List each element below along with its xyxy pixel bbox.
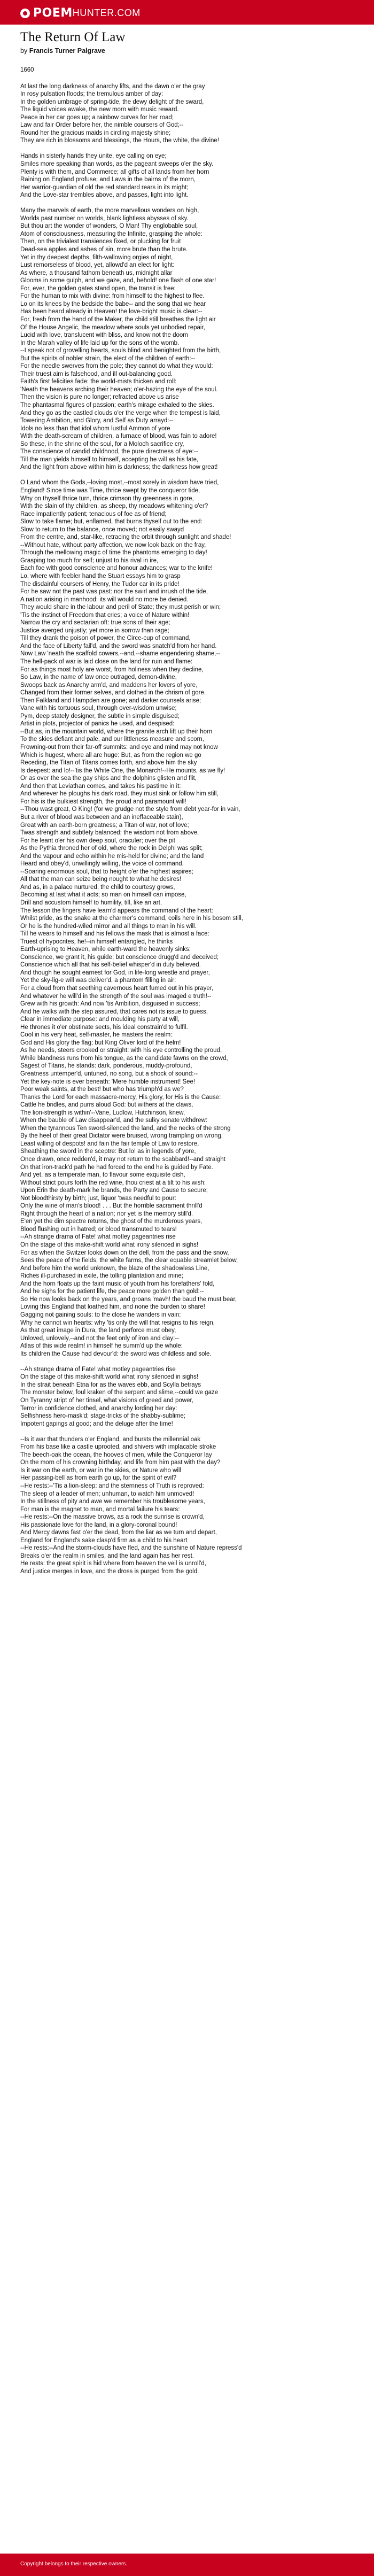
- stanza: [20, 479, 357, 1358]
- poem-line: --I speak not of grovelling hearts, souls blind and benighted from the birth,: [20, 347, 221, 354]
- poem-line: Pym, deep stately designer, the subtle in simple disguised;: [20, 713, 180, 720]
- poem-line: Great with an earth-born greatness; a Titan of war, not of love;: [20, 822, 189, 829]
- poem-line: And the Love-star trembles above, and passes, light into light.: [20, 192, 189, 199]
- poem-line: Law and fair Order before her, the nimble coursers of God;--: [20, 122, 184, 129]
- poem-line: From the centre, and, star-like, retracing the orbit through sunlight and shade!: [20, 534, 231, 541]
- poem-line: Grasping too much for self; unjust to his rival in ire,: [20, 557, 159, 564]
- stanza: [20, 152, 357, 199]
- poem-line: Conscience which all that his self-belief whisper'd in duty believed.: [20, 962, 201, 969]
- poem-line: --He rests:--'Tis a lion-sleep: and the sternness of Truth is reproved:: [20, 1482, 204, 1489]
- poem-line: Of the House Angelic, the meadow where souls yet unbodied repair,: [20, 324, 205, 331]
- poem-line: And whatever he will'd in the strength of the soul was imaged e truth!--: [20, 993, 212, 1000]
- poem-line: Glooms in some gulph, and we gaze, and, behold! one flash of one star!: [20, 277, 216, 284]
- poem-line: Race impatiently patient; tenacious of foe as of friend;: [20, 510, 167, 517]
- poem-line: For his is the bulkiest strength, the proud and paramount will!: [20, 798, 186, 805]
- poem-line: Gagging not gaining souls: to the close he wanders in vain:: [20, 1311, 181, 1318]
- poem-line: Once drawn, once redden'd, it may not return to the scabbard!--and straight: [20, 1156, 225, 1163]
- poem-line: Dead-sea apples and ashes of sin, more brute than the brute.: [20, 246, 188, 253]
- poem-line: Her warrior-guardian of old the red standard rears in its might;: [20, 184, 189, 191]
- poem-line: And as, in a palace nurtured, the child to courtesy grows,: [20, 884, 175, 891]
- poem-line: Through the mellowing magic of time the phantoms emerging to day!: [20, 550, 207, 556]
- poem-line: Truest of hypocrites, he!--in himself entangled, he thinks: [20, 938, 173, 945]
- poem-line: Towering Ambition, and Glory, and Self as Duty arrayd:--: [20, 417, 174, 424]
- poem-line: Idols no less than that idol whom lustful Ammon of yore: [20, 425, 170, 432]
- site-footer: [0, 2554, 374, 2576]
- poem-year: 1660: [20, 67, 34, 73]
- poem-line: Whilst pride, as the snake at the charmer's command, coils here in his bosom still,: [20, 915, 244, 922]
- poem-container: [20, 30, 357, 1583]
- poem-line: O Land whom the Gods,--loving most,--most sorely in wisdom have tried,: [20, 479, 219, 486]
- poem-line: Thanks the Lord for each massacre-mercy, His glory, for His is the Cause:: [20, 1094, 221, 1101]
- poem-line: With the death-scream of children, a furnace of blood, was fain to adore!: [20, 433, 217, 440]
- logo-domain: HUNTER.COM: [72, 7, 141, 18]
- poem-line: Slow to take flame; but, enflamed, that burns thyself out to the end:: [20, 519, 202, 525]
- poem-line: The beech-oak the ocean, the hooves of men, while the Conqueror lay: [20, 1451, 212, 1458]
- poem-line: In rosy pulsation floods; the tremulous amber of day:: [20, 91, 163, 98]
- poem-line: By the heel of their great Dictator were bruised, wrong trampling on wrong,: [20, 1133, 223, 1140]
- poem-line: And then that Leviathan comes, and takes his pastime in it:: [20, 783, 181, 790]
- poem-line: Then Falkland and Hampden are gone; and darker counsels arise;: [20, 697, 201, 704]
- poem-line: 'Tis the instinct of Freedom that cries; a voice of Nature within!: [20, 612, 190, 618]
- poem-line: Or as over the sea the gay ships and the dolphins glisten and flit,: [20, 775, 197, 782]
- poem-line: And though he sought earnest for God, in life-long wrestle and prayer,: [20, 969, 210, 976]
- poem-line: --He rests:--And the storm-clouds have fled, and the sunshine of Nature repress'd: [20, 1545, 242, 1552]
- poem-line: Cattle he bridles, and purrs aloud God: but withers at the claws,: [20, 1102, 193, 1109]
- poem-line: And yet, as a temperate man, to flavour some exquisite dish,: [20, 1172, 185, 1179]
- poem-line: He rests: the great spirit is hid where from heaven the veil is unroll'd,: [20, 1560, 206, 1567]
- poem-line: The conscience of candid childhood, the pure directness of eye:--: [20, 448, 198, 455]
- poem-line: 'Neath the heavens arching their heaven; o'er-hazing the eye of the soul.: [20, 386, 218, 393]
- poem-line: In the stillness of pity and awe we remember his troublesome years,: [20, 1498, 205, 1505]
- poem-line: The sleep of a leader of men; unhuman, to watch him unmoved!: [20, 1490, 194, 1497]
- poem-line: The phantasmal figures of passion; earth's mirage exhaled to the skies.: [20, 401, 214, 408]
- poem-line: Breaks o'er the realm in smiles, and the land again has her rest.: [20, 1552, 194, 1559]
- poem-line: And before him the world unknown, the blaze of the shadowless Line,: [20, 1265, 209, 1272]
- poem-line: In the golden umbrage of spring-tide, the dewy delight of the sward,: [20, 98, 204, 105]
- poem-line: And they go as the castled clouds o'er the verge when the tempest is laid,: [20, 409, 221, 416]
- poem-line: Which is hugest, where all are huge: But, as from the region we go: [20, 752, 201, 759]
- poem-line: For man is the magnet to man, and mortal failure his tears:: [20, 1506, 180, 1513]
- poem-line: In the strait beneath Etna for as the waves ebb, and Scylla betrays: [20, 1381, 201, 1388]
- poem-line: As he needs, steers crooked or straight: with his eye controlling the proud,: [20, 1047, 222, 1054]
- poem-line: Yet in thy deepest depths, filth-wallowing orgies of night,: [20, 254, 173, 261]
- stanza: [20, 1436, 357, 1576]
- poem-line: As the Pythia throned her of old, where the rock in Delphi was split;: [20, 845, 203, 852]
- logo-brand: POEM: [33, 6, 73, 20]
- poem-line: Terror in confidence clothed, and anarchy lording her day:: [20, 1405, 177, 1412]
- poem-line: Drill and accustom himself to humility, till, like an art,: [20, 899, 162, 906]
- poem-line: Is deepest: and lo!--'tis the White One, the Monarch!--He mounts, as we fly!: [20, 767, 225, 774]
- poem-line: Has been heard already in Heaven! the love-bright music is clear:--: [20, 308, 202, 315]
- poem-line: Slow to return to the balance, once moved; not easily swayd: [20, 526, 184, 533]
- poem-line: Clear in immediate purpose: and moulding his party at will,: [20, 1016, 180, 1023]
- poem-line: For, fresh from the hand of the Maker, the child still breathes the light air: [20, 316, 216, 323]
- poem-line: And he sighs for the patient life, the peace more golden than gold:--: [20, 1288, 204, 1295]
- poem-line: Their truest aim is falsehood, and ill out-balancing good.: [20, 370, 173, 377]
- poem-line: For he saw not the past was past: nor the swirl and inrush of the tide,: [20, 589, 208, 595]
- poem-line: But the spirits of nobler strain, the elect of the children of earth:--: [20, 355, 196, 362]
- poem-line: Vane with his tortuous soul, through over-wisdom unwise;: [20, 705, 177, 712]
- poem-line: Right through the heart of a nation; nor yet is the memory still'd.: [20, 1210, 193, 1217]
- stanza: [20, 207, 357, 471]
- poem-line: --Is it war that thunders o'er England, and bursts the millennial oak: [20, 1436, 201, 1443]
- poem-line: Greatness untemper'd, untuned, no song, but a shock of sound:--: [20, 1071, 198, 1077]
- poem-line: Narrow the cry and sectarian oft: true sons of their age;: [20, 620, 170, 626]
- poem-line: --Ah strange drama of Fate! what motley pageantries rise: [20, 1366, 176, 1373]
- poem-line: The liquid voices awake, the new morn with music reward.: [20, 106, 179, 113]
- poem-line: Raining on England profuse; and Laws in the bairns of the morn,: [20, 176, 196, 183]
- poem-line: Till they drank the poison of power, the Circe-cup of command,: [20, 635, 191, 642]
- poem-line: Then the vision is pure no longer; refracted above us arise: [20, 394, 179, 401]
- poem-line: A nation arising in manhood: its will would no more be denied.: [20, 596, 189, 603]
- poem-line: --Ah strange drama of Fate! what motley pageantries rise: [20, 1234, 176, 1241]
- poem-line: Least willing of despots! and fain the fair temple of Law to restore,: [20, 1140, 199, 1147]
- poem-line: But a river of blood was between and an ineffaceable stain),: [20, 814, 183, 821]
- poem-line: England for England's sake clasp'd firm as a child to his heart: [20, 1537, 188, 1544]
- poem-line: Justice averged unjustly; yet more in sorrow than rage;: [20, 627, 169, 634]
- byline-label: by: [20, 47, 28, 55]
- poem-line: In the Marah valley of life laid up for the sons of the womb.: [20, 339, 180, 346]
- poem-line: As that great image in Dura, the land perforce must obey,: [20, 1327, 176, 1334]
- poem-line: While blandness runs from his tongue, as the candidate fawns on the crowd,: [20, 1055, 228, 1062]
- poem-line: And the vapour and echo within he mis-held for divine; and the land: [20, 853, 204, 860]
- poem-line: And Mercy dawns fast o'er the dead, from the liar as we turn and depart,: [20, 1529, 217, 1536]
- poem-line: The lion-strength is within'--Vane, Ludlow, Hutchinson, knew,: [20, 1109, 185, 1116]
- poem-line: For he leant o'er his own deep soul, oraculer; over the pit: [20, 837, 175, 844]
- poem-line: Lust remorseless of blood, yet, allowd'd an elect for light:: [20, 262, 175, 269]
- poem-line: Blood flushing out in hatred; or blood transmuted to tears!: [20, 1226, 177, 1233]
- poem-line: The monster below, foul kraken of the serpent and slime,--could we gaze: [20, 1389, 219, 1396]
- poem-title: The Return Of Law: [20, 30, 126, 44]
- poem-line: Hands in sisterly hands they unite, eye calling on eye;: [20, 153, 167, 160]
- poem-line: For a cloud from that seething cavernous heart fumed out in his prayer,: [20, 985, 214, 992]
- site-logo[interactable]: [20, 6, 141, 20]
- poem-line: For, ever, the golden gates stand open, the transit is free:: [20, 285, 176, 292]
- poem-line: And he walks with the step assured, that cares not its issue to guess,: [20, 1008, 208, 1015]
- poem-line: When the bauble of Law disappear'd, and the sulky senate withdrew:: [20, 1117, 207, 1124]
- poem-line: Then, on the trivialest transiences fixed, or plucking for fruit: [20, 238, 181, 245]
- poem-line: E'en yet the dim spectre returns, the ghost of the murderous years,: [20, 1218, 202, 1225]
- poem-line: Artist in plots, projector of panics he used, and despised:: [20, 721, 175, 728]
- poem-line: On that iron-track'd path he had forced to the end he is guided by Fate.: [20, 1164, 213, 1171]
- poem-line: From his base like a castle uprooted, and shivers with implacable stroke: [20, 1444, 216, 1451]
- poem-line: Why he cannot win hearts: why 'tis only the will that resigns to his reign,: [20, 1319, 215, 1326]
- poem-line: And the horn floats up the faint music of youth from his forefathers' fold,: [20, 1280, 215, 1287]
- poem-line: When the tyrannous Ten sword-silenced the land, and the necks of the strong: [20, 1125, 231, 1132]
- poem-line: Frowning-out from their far-off summits: and eye and mind may not know: [20, 744, 218, 751]
- site-header: [0, 0, 374, 25]
- poem-line: --Thou wast great, O King! (for we grudge not the style from debt year-for in vain,: [20, 806, 240, 813]
- poem-line: For as when the Switzer looks down on the dell, from the pass and the snow,: [20, 1249, 229, 1256]
- stanza: [20, 1366, 357, 1428]
- poem-line: And the light from above within him is darkness; the darkness how great!: [20, 464, 218, 471]
- poem-line: Atlas of this wide realm! in himself he summ'd up the whole:: [20, 1343, 183, 1350]
- poem-line: Receding, the Titan of Titans comes forth, and above him the sky: [20, 760, 197, 767]
- poem-line: --Without hate, without party affection, we now look back on the fray,: [20, 541, 206, 548]
- poem-line: He thrones it o'er obstinate sects, his ideal constrain'd to fulfil.: [20, 1024, 188, 1031]
- poem-line: So He now looks back on the years, and groans 'mavh! the baud the must bear,: [20, 1296, 237, 1303]
- poem-line: Sheathing the sword in the sceptre: But lo! as in legends of yore,: [20, 1148, 196, 1155]
- poem-line: Only the wine of man's blood! . . . But the horrible sacrament thrill'd: [20, 1203, 202, 1210]
- poem-line: On the morn of his crowning birthday, and life from him past with the day?: [20, 1459, 221, 1466]
- poem-line: To the skies defiant and pale, and our littleness measure and scorn,: [20, 736, 204, 743]
- poem-line: Lucid with love, translucent with bliss, and know not the doom: [20, 332, 188, 339]
- poem-line: Without strict pours forth the red wine, thou criest at a tilt to his wish:: [20, 1179, 206, 1186]
- poem-line: Peace in her car goes up; a rainbow curves for her road;: [20, 114, 174, 121]
- poem-line: They are rich in blossoms and blessings, the Hours, the white, the divine!: [20, 137, 220, 144]
- poem-line: And justice merges in love, and the dross is purged from the gold.: [20, 1568, 199, 1575]
- poem-line: But thou art the wonder of wonders, O Man! Thy englobable soul,: [20, 223, 198, 230]
- stanza: [20, 83, 357, 145]
- poem-line: For the needle swerves from the pole; they cannot do what they would:: [20, 363, 213, 370]
- poem-line: Yet the sky-lig-e will was deliver'd, a phantom filling in air:: [20, 977, 176, 984]
- poem-line: Its children the Cause had devour'd: the sword was childless and sole.: [20, 1350, 212, 1357]
- poem-line: Plenty is with them, and Commerce; all gifts of all lands from her horn: [20, 168, 209, 175]
- poem-line: Not bloodthirsty by birth; just, liquor 'twas needful to pour:: [20, 1195, 176, 1202]
- poem-line: On the stage of this make-shift world what irony silenced in sighs!: [20, 1242, 199, 1249]
- poem-line: Sees the peace of the fields, the white farms, the clear equable streamlet below,: [20, 1257, 238, 1264]
- byline: [20, 47, 357, 55]
- poem-line: The disdainful coursers of Henry, the Tudor car in its pride!: [20, 581, 180, 587]
- poem-line: His passionate love for the land, in a glory-coronal bound!: [20, 1521, 177, 1528]
- author-link[interactable]: Francis Turner Palgrave: [29, 47, 105, 55]
- poem-line: Smiles more speaking than words, as the pageant sweeps o'er the sky.: [20, 161, 214, 168]
- poem-line: Faith's first felicities fade: the world-mists thicken and roll:: [20, 378, 177, 385]
- poem-line: And the face of Liberty fail'd, and the sword was snatch'd from her hand.: [20, 643, 217, 649]
- poem-line: England! Since time was Time, thrice swept by the conqueror tide,: [20, 487, 200, 494]
- poem-line: Loving this England that loathed him, and none the burden to share!: [20, 1304, 205, 1311]
- poem-line: Till he wears to himself and his fellows the mask that is almost a face:: [20, 931, 209, 938]
- poem-line: Swoops back as Anarchy arm'd, and maddens her lovers of yore,: [20, 682, 198, 689]
- poem-line: Each foe with good conscience and honour advances; war to the knife!: [20, 565, 213, 572]
- poem-line: Why on thyself thrice turn, thrice crimson thy greenness in gore,: [20, 495, 194, 502]
- poem-line: Heard and obey'd, unwillingly willing, the voice of command.: [20, 861, 184, 868]
- poem-line: The lesson the fingers have learn'd appears the command of the heart:: [20, 907, 213, 914]
- poem-line: For the human to mix with divine: from himself to the highest to flee.: [20, 293, 205, 300]
- poem-line: God and His glory the flag; but King Oliver lord of the helm!: [20, 1039, 181, 1046]
- poem-line: Riches ill-purchased in exile, the tolling plantation and mine;: [20, 1273, 183, 1280]
- poem-line: Round her the gracious maids in circling majesty shine;: [20, 129, 171, 136]
- poem-body: [20, 83, 357, 1576]
- poem-line: And wherever he ploughs his dark road, they must sink or follow him still,: [20, 791, 219, 798]
- poem-line: Twas strength and subtlety balanced; the wisdom not from above.: [20, 830, 199, 837]
- poem-line: Changed from their former selves, and clothed in the chrism of gore.: [20, 690, 206, 697]
- poem-line: Her passing-bell as from earth go up, for the spirit of evil?: [20, 1475, 177, 1482]
- poem-line: Worlds past number on worlds, blank lightless abysses of sky.: [20, 215, 189, 222]
- poem-line: At last the long darkness of anarchy lifts, and the dawn o'er the gray: [20, 83, 205, 90]
- poem-line: Grew with his growth: And now 'tis Ambition, disguised in success;: [20, 1001, 200, 1008]
- poem-line: They would share in the labour and peril of State; they must perish or win;: [20, 604, 221, 611]
- poem-line: On the stage of this make-shift world what irony silenced in sighs!: [20, 1374, 199, 1381]
- poem-line: As where, a thousand fathom beneath us, midnight allar: [20, 269, 173, 276]
- poem-line: Till the man yields himself to himself, accepting he will as his fate,: [20, 456, 199, 463]
- poem-line: For as things most holy are worst, from holiness when they decline,: [20, 666, 204, 673]
- poem-line: Poor weak saints, at the best! but who has triumph'd as we?: [20, 1086, 184, 1093]
- poem-line: Upon Erin the death-mark he brands, the Party and Cause to secure;: [20, 1187, 208, 1194]
- poem-line: Many the marvels of earth, the more marvellous wonders on high,: [20, 207, 199, 214]
- poem-line: Now Law 'neath the scaffold cowers,--and,--shame engendering shame,--: [20, 651, 221, 657]
- poem-line: Or he is the hundred-wiled mirror and all things to man in his will.: [20, 923, 197, 930]
- poem-line: --He rests:--On the massive brows, as a rock the sunrise is crown'd,: [20, 1514, 205, 1521]
- poem-line: Conscience, we grant it, his guide; but conscience drugg'd and deceived;: [20, 954, 219, 961]
- poem-line: --Soaring enormous soul, that to height o'er the highest aspires;: [20, 868, 193, 875]
- poem-line: Unloved, unlovely,--and not the feet only of iron and clay:--: [20, 1335, 180, 1342]
- poem-line: The hell-pack of war is laid close on the land for ruin and flame:: [20, 659, 193, 666]
- poem-line: Cool in his very heat, self-master, he masters the realm:: [20, 1032, 173, 1039]
- poem-line: All that the man can seize being nought to what he desires!: [20, 876, 182, 883]
- poem-line: Earth-uprising to Heaven, while earth-ward the heavenly sinks:: [20, 946, 191, 953]
- poem-line: Selfishness hero-mask'd; stage-tricks of the shabby-sublime;: [20, 1413, 185, 1420]
- poem-line: With the slain of thy children, as sheep, thy meadows whitening o'er?: [20, 503, 208, 510]
- poem-line: --But as, in the mountain world, where the granite arch lift up their horn: [20, 728, 213, 735]
- poem-line: So these, in the shrine of the soul, for a Moloch sacrifice cry,: [20, 440, 184, 447]
- poem-line: Lo on its knees by the bedside the babe-- and the song that we hear: [20, 300, 206, 307]
- logo-icon: [20, 9, 30, 18]
- poem-line: Yet the key-note is ever beneath: 'Mere humble instrument! See!: [20, 1078, 196, 1085]
- copyright-notice: Copyright belongs to their respective owners.: [20, 2561, 128, 2567]
- poem-line: Atom of consciousness, measuring the Infinite, grasping the whole:: [20, 230, 202, 237]
- poem-line: Becoming at last what it acts; so man on himself can impose,: [20, 892, 186, 899]
- poem-line: Lo, where with feebler hand the Stuart essays him to grasp: [20, 573, 181, 579]
- poem-line: Sagest of Titans, he stands: dark, ponderous, muddy-profound,: [20, 1063, 192, 1070]
- poem-line: So Law, in the name of law once outraged, demon-divine,: [20, 674, 177, 681]
- poem-line: Impotent gapings at good; and the deluge after the time!: [20, 1420, 173, 1427]
- poem-line: Is it war on the earth, or war in the skies, or Nature who will: [20, 1467, 182, 1474]
- poem-line: On Tyranny stript of her tinsel, what visions of greed and power,: [20, 1397, 193, 1404]
